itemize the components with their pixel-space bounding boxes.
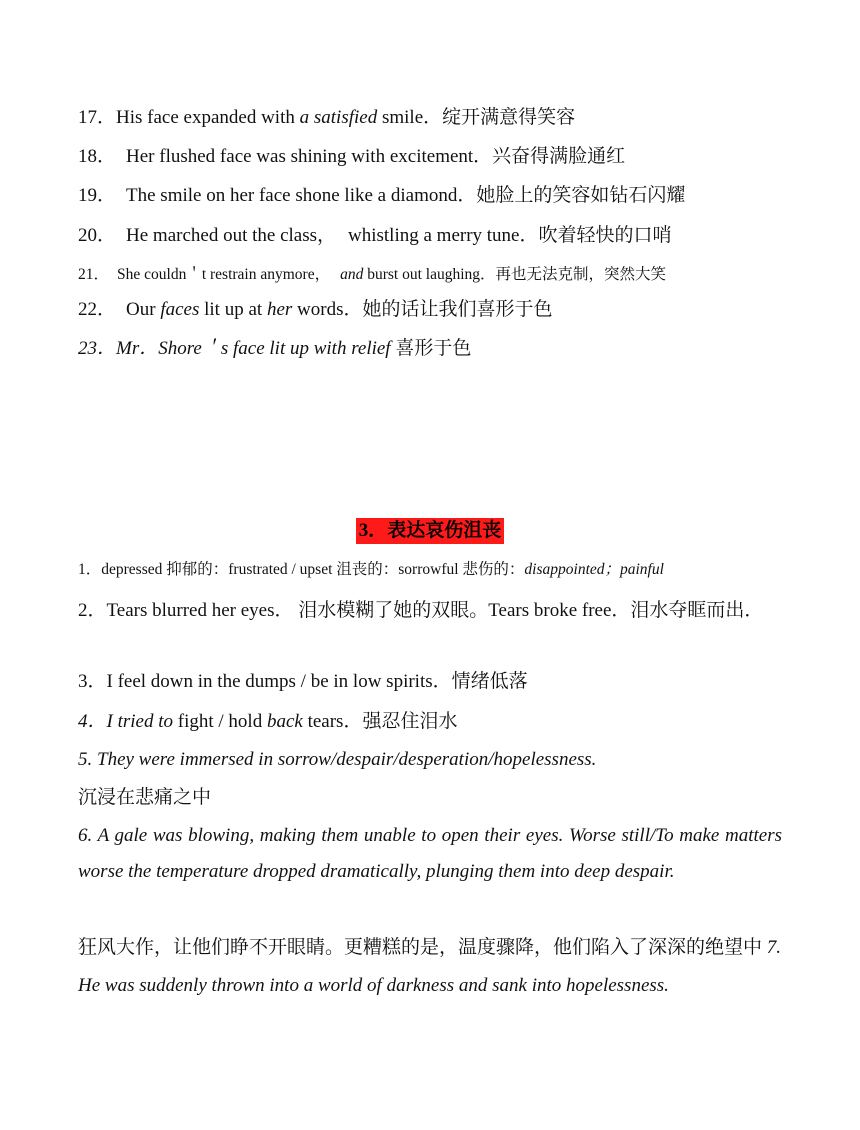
line-text: 1．depressed 抑郁的：frustrated / upset 沮丧的：sorrowful 悲伤的： [78, 561, 525, 578]
line-17 [78, 106, 782, 130]
line-text: 狂风大作，让他们睁不开眼睛。更糟糕的是，温度骤降，他们陷入了深深的绝望中 [78, 937, 767, 958]
section-heading-wrap [0, 518, 860, 544]
italic-sentence: 23．Mr．Shore＇s face lit up with relief [78, 338, 391, 359]
vocab-line-1 [78, 558, 782, 582]
line-23 [78, 337, 782, 361]
line-5-translation [78, 786, 782, 810]
line-20 [78, 224, 782, 248]
line-text: lit up at [199, 299, 267, 320]
line-text: 沉浸在悲痛之中 [78, 787, 212, 808]
line-number: 18． [78, 146, 117, 167]
line-text: The smile on her face shone like a diamond．她脸上的笑容如钻石闪耀 [126, 185, 686, 206]
line-text: fight / hold [173, 711, 267, 732]
line-22 [78, 298, 782, 322]
line-4 [78, 710, 782, 734]
italic-word: her [266, 299, 293, 320]
line-21 [78, 263, 782, 287]
line-text: whistling a merry tune．吹着轻快的口哨 [348, 225, 672, 246]
line-text: burst out laughing．再也无法克制，突然大笑 [363, 266, 667, 283]
line-text: 喜形于色 [390, 338, 472, 359]
line-number: 20． [78, 225, 117, 246]
line-number: 22． [78, 299, 117, 320]
line-number: 19． [78, 185, 117, 206]
italic-word: faces [160, 299, 200, 320]
italic-phrase: 4．I tried to [78, 711, 173, 732]
line-19 [78, 184, 782, 208]
line-5 [78, 748, 782, 772]
line-6-translation [78, 929, 782, 1005]
italic-sentence: 7. He was suddenly thrown into a world of darkness and sank into hopelessness. [78, 937, 782, 996]
line-2 [78, 592, 782, 630]
line-number: 21． [78, 266, 110, 283]
line-number: 17． [78, 107, 117, 128]
line-3 [78, 670, 782, 694]
line-text: He marched out the class， [126, 225, 336, 246]
italic-phrase: disappointed；painful [524, 561, 664, 578]
line-text: smile．绽开满意得笑容 [377, 107, 576, 128]
line-text: She couldn＇t restrain anymore， [117, 266, 331, 283]
line-text: 3．I feel down in the dumps / be in low spirits．情绪低落 [78, 671, 528, 692]
italic-sentence: 5. They were immersed in sorrow/despair/desperation/hopelessness. [78, 749, 597, 770]
line-18 [78, 145, 782, 169]
italic-phrase: a satisfied [299, 107, 378, 128]
line-text: words．她的话让我们喜形于色 [292, 299, 553, 320]
line-text: His face expanded with [116, 107, 300, 128]
line-text: Our [126, 299, 161, 320]
italic-word: back [266, 711, 303, 732]
line-text: 2．Tears blurred her eyes． 泪水模糊了她的双眼。Tears broke free．泪水夺眶而出． [78, 600, 764, 621]
section-heading: 3．表达哀伤沮丧 [356, 518, 505, 544]
line-6 [78, 818, 782, 890]
italic-word: and [340, 266, 364, 283]
italic-paragraph: 6. A gale was blowing, making them unable to open their eyes. Worse still/To make matters worse the temperature dropped dramatically, plunging them into deep despair. [78, 825, 782, 882]
line-text: tears．强忍住泪水 [302, 711, 458, 732]
line-text: Her flushed face was shining with excitement．兴奋得满脸通红 [126, 146, 626, 167]
